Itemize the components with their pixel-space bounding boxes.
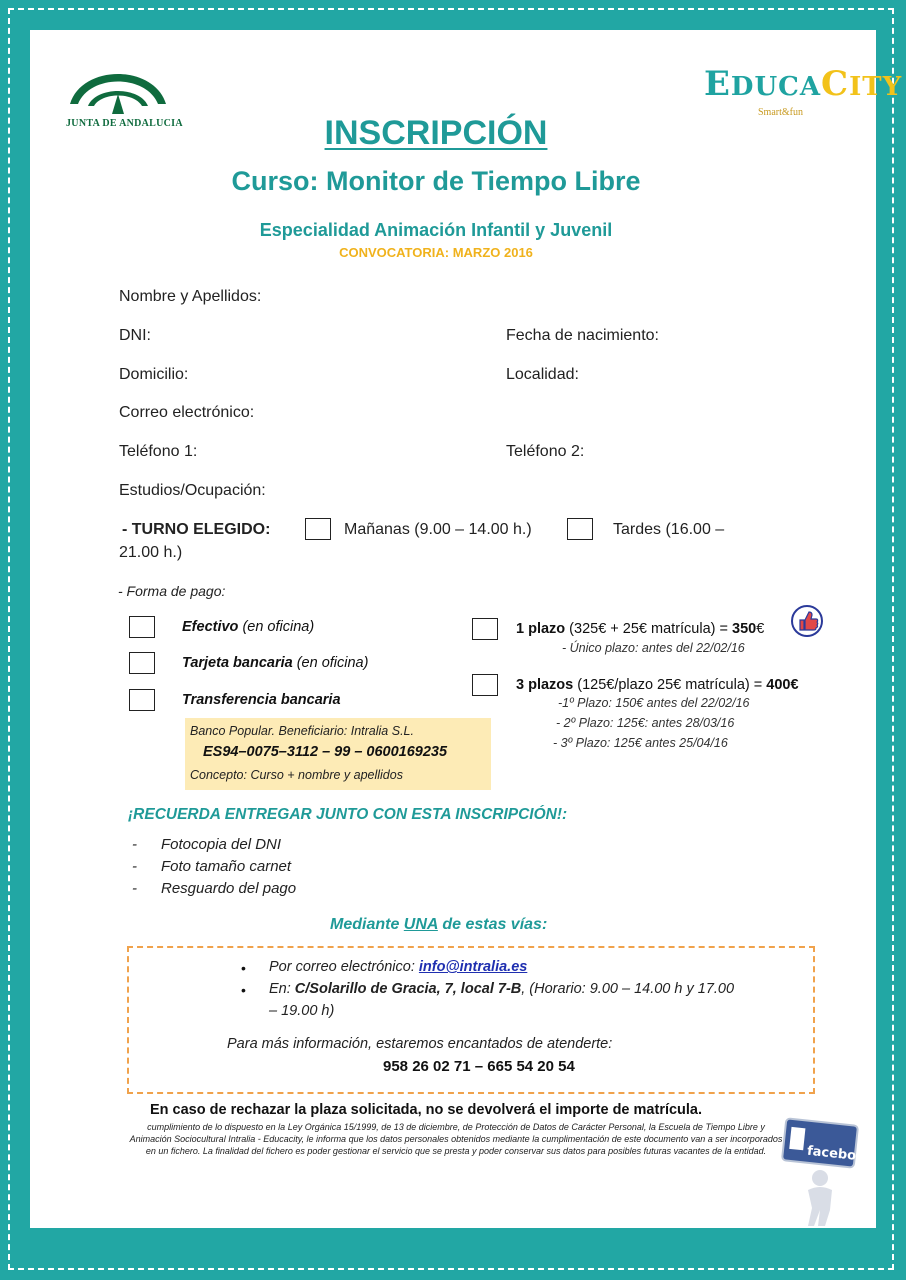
contact-address-cont: – 19.00 h) [269, 1003, 335, 1019]
bullet: • [241, 960, 246, 976]
registration-form-page [30, 30, 903, 1228]
facebook-follow-figure-icon [778, 1118, 875, 1228]
checkbox-tardes[interactable] [567, 518, 593, 540]
field-nombre[interactable]: Nombre y Apellidos: [119, 288, 262, 305]
plan-3-note-2: - 2º Plazo: 125€: antes 28/03/16 [556, 716, 735, 730]
docs-dash: - [132, 880, 137, 897]
turno-tardes-label: Tardes (16.00 – [613, 521, 725, 538]
docs-dash: - [132, 858, 137, 875]
contact-ways-heading: Mediante UNA de estas vías: [330, 916, 548, 933]
plan-3-note-3: - 3º Plazo: 125€ antes 25/04/16 [553, 736, 728, 750]
refund-notice: En caso de rechazar la plaza solicitada, no se devolverá el importe de matrícula. [150, 1102, 703, 1118]
field-correo[interactable]: Correo electrónico: [119, 404, 255, 421]
thumbs-up-icon [790, 604, 824, 638]
call-date: CONVOCATORIA: MARZO 2016 [339, 245, 533, 260]
contact-phones: 958 26 02 71 – 665 54 20 54 [383, 1058, 575, 1075]
field-fecha-nacimiento[interactable]: Fecha de nacimiento: [506, 327, 659, 344]
checkbox-mananas[interactable] [305, 518, 331, 540]
bank-beneficiary: Banco Popular. Beneficiario: Intralia S.L. [190, 724, 414, 738]
payment-efectivo-label: Efectivo (en oficina) [182, 619, 315, 635]
checkbox-efectivo[interactable] [129, 616, 155, 638]
bank-details-box [185, 718, 491, 790]
docs-item-foto: Foto tamaño carnet [161, 858, 292, 875]
field-telefono-2[interactable]: Teléfono 2: [506, 443, 585, 460]
contact-email-line: Por correo electrónico: info@intralia.es [269, 959, 528, 975]
data-protection-notice: cumplimiento de lo dispuesto en la Ley Orgánica 15/1999, de 13 de diciembre, de Protección de Datos de Carácter Personal, la Escuela de Tiempo Libre y Animación Sociocultural Intralia - Educacity, le informa que los datos personales obtenidos mediante la cumplimentación de este documento van a ser incorporados en un fichero. La finalidad del fichero es poder gestionar el servicio que se presta y poder conservar sus datos para posibles futuras vacantes de la entidad. [129, 1122, 783, 1156]
educacity-tagline: Smart&fun [758, 107, 803, 118]
bank-concept: Concepto: Curso + nombre y apellidos [190, 768, 403, 782]
svg-text:facebook: facebook [806, 1143, 875, 1166]
plan-3-plazos-label: 3 plazos (125€/plazo 25€ matrícula) = 400€ [516, 677, 799, 693]
turno-label: - TURNO ELEGIDO: [122, 521, 271, 538]
plan-1-plazo-label: 1 plazo (325€ + 25€ matrícula) = 350€ [516, 621, 765, 637]
specialty-title: Especialidad Animación Infantil y Juvenil [259, 220, 613, 240]
field-telefono-1[interactable]: Teléfono 1: [119, 443, 198, 460]
contact-info-line: Para más información, estaremos encantados de atenderte: [227, 1036, 613, 1052]
junta-logo-text: JUNTA DE ANDALUCIA [66, 118, 183, 129]
checkbox-transferencia[interactable] [129, 689, 155, 711]
turno-tardes-label-cont: 21.00 h.) [119, 544, 183, 561]
plan-3-note-1: -1º Plazo: 150€ antes del 22/02/16 [558, 696, 750, 710]
field-dni[interactable]: DNI: [119, 327, 151, 344]
payment-label: - Forma de pago: [118, 583, 226, 599]
payment-transferencia-label: Transferencia bancaria [182, 692, 341, 708]
page-title: INSCRIPCIÓN [324, 114, 548, 152]
payment-tarjeta-label: Tarjeta bancaria (en oficina) [182, 655, 369, 671]
field-localidad[interactable]: Localidad: [506, 366, 579, 383]
contact-box [127, 946, 815, 1094]
checkbox-3-plazos[interactable] [472, 674, 498, 696]
contact-address-line: En: C/Solarillo de Gracia, 7, local 7-B, (Horario: 9.00 – 14.00 h y 17.00 [269, 981, 735, 997]
docs-item-dni: Fotocopia del DNI [161, 836, 282, 853]
field-estudios[interactable]: Estudios/Ocupación: [119, 482, 266, 499]
docs-dash: - [132, 836, 137, 853]
bank-iban: ES94–0075–3112 – 99 – 0600169235 [203, 744, 448, 760]
docs-item-resguardo: Resguardo del pago [161, 880, 297, 897]
checkbox-tarjeta[interactable] [129, 652, 155, 674]
checkbox-1-plazo[interactable] [472, 618, 498, 640]
course-title: Curso: Monitor de Tiempo Libre [231, 166, 641, 196]
plan-1-note: - Único plazo: antes del 22/02/16 [562, 641, 745, 655]
documents-title: ¡RECUERDA ENTREGAR JUNTO CON ESTA INSCRIPCIÓN!: [128, 806, 568, 823]
field-domicilio[interactable]: Domicilio: [119, 366, 189, 383]
bullet: • [241, 982, 246, 998]
email-link[interactable]: info@intralia.es [418, 959, 528, 975]
educacity-logo: EDUCACITY [704, 64, 903, 104]
turno-mananas-label: Mañanas (9.00 – 14.00 h.) [344, 521, 532, 538]
